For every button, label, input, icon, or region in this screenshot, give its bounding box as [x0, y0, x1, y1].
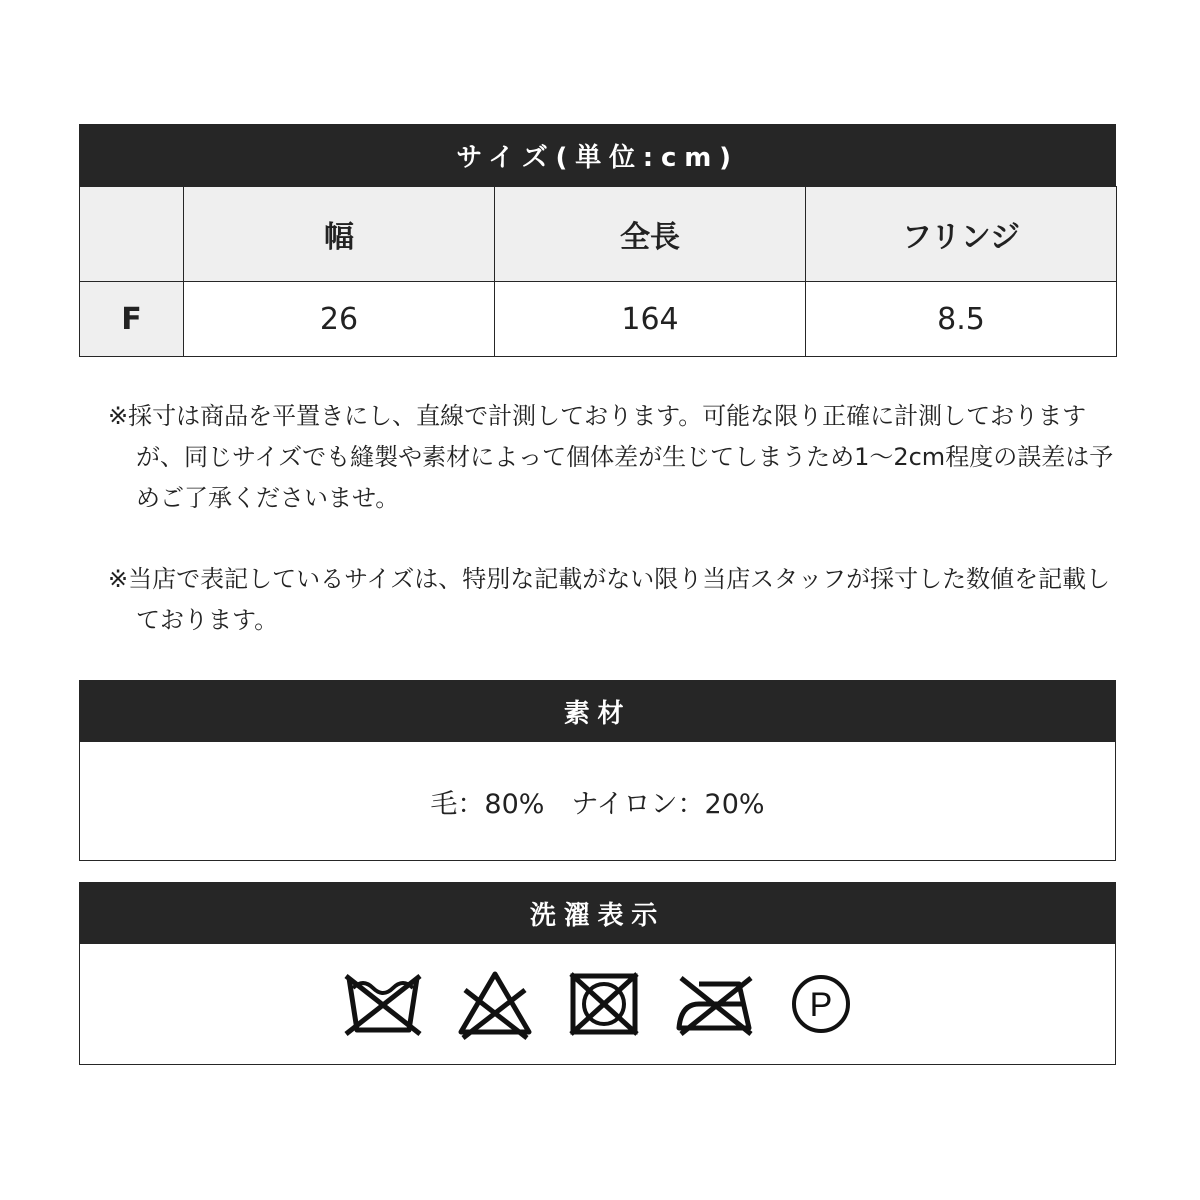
dry-clean-p-icon: [789, 972, 853, 1036]
cell-fringe-value: 8.5: [806, 282, 1117, 357]
column-header-width: 幅: [184, 187, 495, 282]
staff-measurement-note: ※当店で表記しているサイズは、特別な記載がない限り当店スタッフが採寸した数値を記載しております。: [108, 565, 1111, 634]
care-symbols: [80, 944, 1115, 1064]
material-box: [79, 742, 1116, 861]
care-header-label: 洗濯表示: [529, 900, 666, 931]
do-not-bleach-icon: [455, 968, 535, 1040]
do-not-wash-icon: [343, 970, 423, 1038]
cell-length-value: 164: [495, 282, 806, 357]
material-header-label: 素材: [563, 698, 632, 729]
size-section-header: [79, 124, 1116, 186]
size-table: [79, 186, 1117, 357]
row-label-size: F: [80, 282, 184, 357]
size-header-label: サイズ(単位:cm): [456, 142, 739, 173]
column-header-fringe: フリンジ: [806, 187, 1117, 282]
care-symbols-box: [79, 944, 1116, 1065]
cell-width-value: 26: [184, 282, 495, 357]
size-table-corner-cell: [80, 187, 184, 282]
do-not-iron-icon: [673, 970, 757, 1038]
material-section-header: [79, 680, 1116, 742]
column-header-length: 全長: [495, 187, 806, 282]
dry-clean-letter: P: [809, 986, 832, 1024]
care-section-header: [79, 882, 1116, 944]
do-not-tumble-dry-icon: [567, 970, 641, 1038]
measurement-note: ※採寸は商品を平置きにし、直線で計測しております。可能な限り正確に計測しておりますが、同じサイズでも縫製や素材によって個体差が生じてしまうため1～2cm程度の誤差は予めご了承くださいませ。: [108, 402, 1114, 512]
size-table-header-row: [80, 187, 1117, 282]
table-row: [80, 282, 1117, 357]
material-composition: 毛：80% ナイロン：20%: [430, 788, 765, 820]
